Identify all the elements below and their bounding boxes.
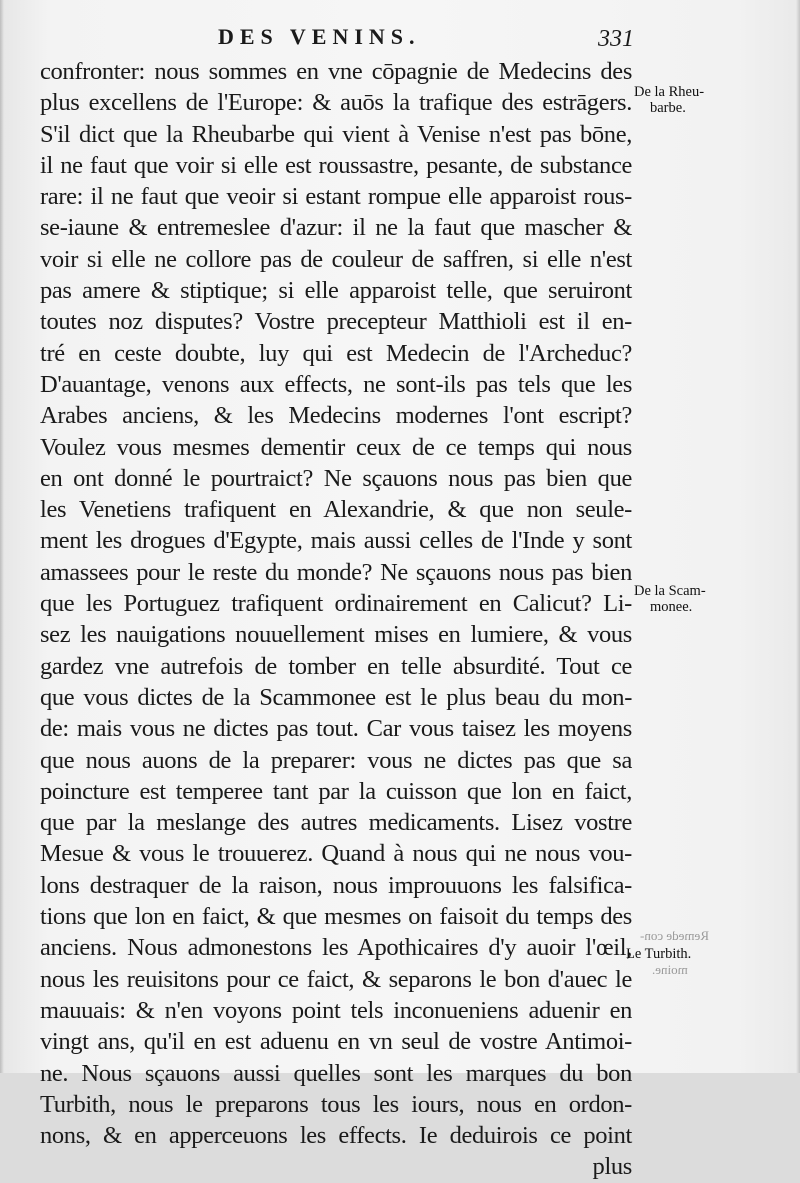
text-line: D'auantage, venons aux effects, ne sont-ils pas tels que les xyxy=(40,370,632,398)
text-line: pas amere & stiptique; si elle apparoist telle, que seruiront xyxy=(40,277,632,305)
margin-note-rheubarbe xyxy=(634,84,704,116)
text-line: Turbith, nous le preparons tous les iours, nous en ordon- xyxy=(40,1090,632,1118)
text-line: gardez vne autrefois de tomber en telle absurdité. Tout ce xyxy=(40,652,632,680)
text-line: plus xyxy=(592,1153,632,1181)
text-line: les Venetiens trafiquent en Alexandrie, & que non seule- xyxy=(40,496,632,524)
page-number: 331 xyxy=(598,26,634,52)
text-line: voir si elle ne collore pas de couleur de saffren, si elle n'est xyxy=(40,245,632,273)
text-line: vingt ans, qu'il en est aduenu en vn seul de vostre Antimoi- xyxy=(40,1028,632,1056)
text-line: il ne faut que voir si elle est roussastre, pesante, de substance xyxy=(40,151,632,179)
running-head xyxy=(0,24,800,54)
text-line: rare: il ne faut que veoir si estant rompue elle apparoist rous- xyxy=(40,183,632,211)
text-line: Arabes anciens, & les Medecins modernes l'ont escript? xyxy=(40,402,632,430)
margin-note-scammonee xyxy=(634,583,706,615)
text-line: mauuais: & n'en voyons point tels inconueniens aduenir en xyxy=(40,996,632,1024)
bleed-through-text-bottom: moine. xyxy=(652,962,688,977)
text-line: nous les reuisitons pour ce faict, & separons le bon d'auec le xyxy=(40,965,632,993)
body-text xyxy=(40,56,632,1183)
text-line: anciens. Nous admonestons les Apothicaires d'y auoir l'œil, xyxy=(40,934,632,962)
page-edge-left xyxy=(0,0,4,1073)
text-line: sez les nauigations nouuellement mises en lumiere, & vous xyxy=(40,621,632,649)
text-line: tré en ceste doubte, luy qui est Medecin de l'Archeduc? xyxy=(40,339,632,367)
text-line: ne. Nous sçauons aussi quelles sont les marques du bon xyxy=(40,1059,632,1087)
text-line: en ont donné le pourtraict? Ne sçauons nous pas bien que xyxy=(40,464,632,492)
text-line: toutes noz disputes? Vostre precepteur Matthioli est il en- xyxy=(40,308,632,336)
text-line: nons, & en apperceuons les effects. Ie deduirois ce point xyxy=(40,1122,632,1150)
text-line: amassees pour le reste du monde? Ne sçauons nous pas bien xyxy=(40,558,632,586)
text-line: S'il dict que la Rheubarbe qui vient à Venise n'est pas bōne, xyxy=(40,120,632,148)
text-line: se-iaune & entremeslee d'azur: il ne la faut que mascher & xyxy=(40,214,632,242)
text-line: que par la meslange des autres medicaments. Lisez vostre xyxy=(40,809,632,837)
margin-note-line: De la Scam- xyxy=(634,583,706,599)
margin-note-line: barbe. xyxy=(650,100,686,116)
text-line: tions que lon en faict, & que mesmes on faisoit du temps des xyxy=(40,903,632,931)
margin-note-turbith: Le Turbith. xyxy=(626,946,692,962)
running-title: DES VENINS. xyxy=(218,24,421,49)
text-line: confronter: nous sommes en vne cōpagnie de Medecins des xyxy=(40,58,632,85)
text-line: que les Portuguez trafiquent ordinairement en Calicut? Li- xyxy=(40,590,632,618)
text-line: poincture est temperee tant par la cuisson que lon en faict, xyxy=(40,777,632,805)
text-line: de: mais vous ne dictes pas tout. Car vous taisez les moyens xyxy=(40,715,632,743)
text-line: Mesue & vous le trouuerez. Quand à nous qui ne nous vou- xyxy=(40,840,632,868)
text-line: lons destraquer de la raison, nous improuuons les falsifica- xyxy=(40,871,632,899)
page-edge-right xyxy=(796,0,800,1073)
text-line: que nous auons de la preparer: vous ne dictes pas que sa xyxy=(40,746,632,774)
bleed-through-text-top: Remede con- xyxy=(640,928,709,943)
margin-note-line: De la Rheu- xyxy=(634,84,705,100)
text-line: que vous dictes de la Scammonee est le plus beau du mon- xyxy=(40,683,632,711)
text-line: plus excellens de l'Europe: & auōs la trafique des estrāgers. xyxy=(40,89,632,117)
margin-note-line: monee. xyxy=(650,599,693,615)
text-line: ment les drogues d'Egypte, mais aussi celles de l'Inde y sont xyxy=(40,527,632,555)
text-line: Voulez vous mesmes dementir ceux de ce temps qui nous xyxy=(40,433,632,461)
